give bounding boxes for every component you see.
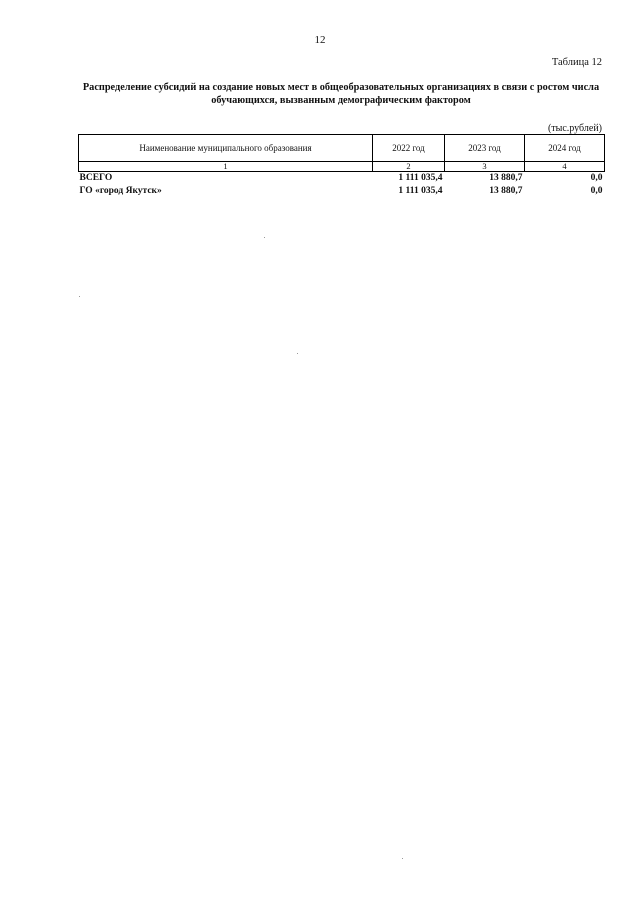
page-number: 12 xyxy=(314,34,326,46)
value-2022: 1 111 035,4 xyxy=(398,173,443,183)
row-name: ВСЕГО xyxy=(79,173,113,183)
units-label: (тыс.рублей) xyxy=(547,123,602,134)
column-number-1: 1 xyxy=(79,162,373,172)
table-row-yakutsk xyxy=(79,185,605,198)
column-number-3: 3 xyxy=(445,162,525,172)
value-2024: 0,0 xyxy=(590,186,603,196)
table-header-row xyxy=(79,135,605,162)
header-2023: 2023 год xyxy=(445,135,525,162)
subsidy-table xyxy=(78,134,605,198)
scan-speck xyxy=(264,237,265,238)
table-row-total xyxy=(79,172,605,186)
header-municipality: Наименование муниципального образования xyxy=(79,135,373,162)
value-2023: 13 880,7 xyxy=(489,186,523,196)
header-2022: 2022 год xyxy=(373,135,445,162)
value-2024: 0,0 xyxy=(590,173,603,183)
title-line-2: обучающихся, вызванным демографическим фактором xyxy=(211,95,471,106)
value-2022: 1 111 035,4 xyxy=(398,186,443,196)
title-line-1: Распределение субсидий на создание новых мест в общеобразовательных организациях в связи с ростом числа xyxy=(82,82,600,93)
scan-speck xyxy=(402,858,403,859)
value-2023: 13 880,7 xyxy=(489,173,523,183)
column-number-2: 2 xyxy=(373,162,445,172)
table-label: Таблица 12 xyxy=(551,57,602,68)
scan-speck xyxy=(297,353,298,354)
document-title xyxy=(78,81,604,107)
column-number-row xyxy=(79,162,605,172)
header-2024: 2024 год xyxy=(525,135,605,162)
column-number-4: 4 xyxy=(525,162,605,172)
scan-speck xyxy=(79,296,80,297)
row-name: ГО «город Якутск» xyxy=(79,186,162,196)
